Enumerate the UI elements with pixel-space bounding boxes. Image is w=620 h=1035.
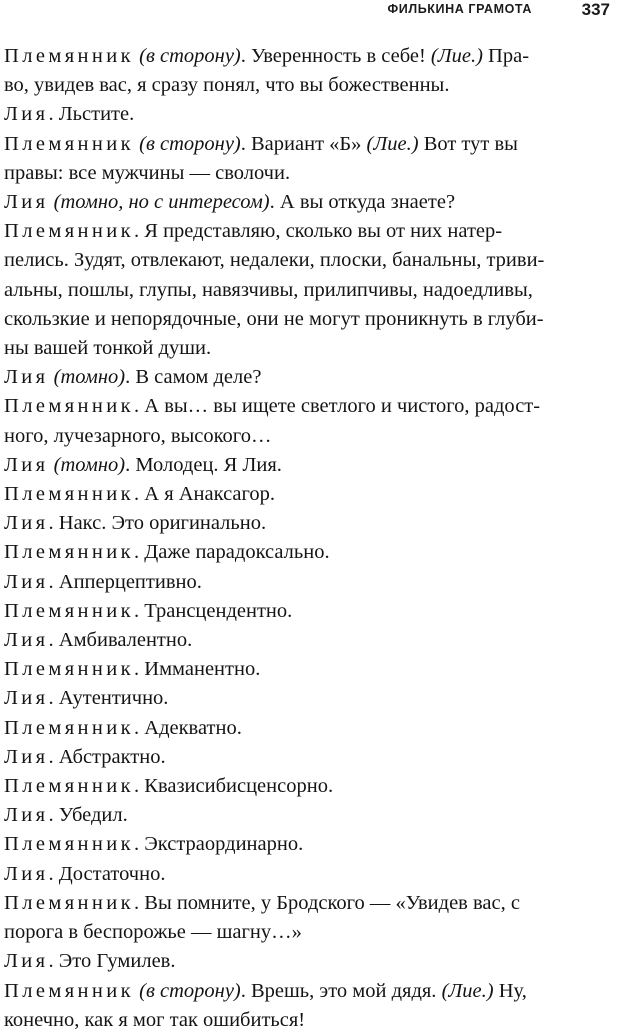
text-line: [4, 480, 552, 509]
line-text: Ну,: [493, 979, 527, 1002]
speaker-name: Племянник: [4, 45, 135, 67]
line-text: . Даже парадоксально.: [134, 541, 330, 564]
line-text: . Уверенность в себе!: [240, 45, 431, 67]
line-text: . А вы… вы ищете светлого и чистого, радост-: [134, 395, 541, 418]
text-line: [4, 451, 552, 480]
text-line: [4, 130, 552, 159]
speaker-name: Племянник: [4, 775, 135, 798]
speaker-name: Лия: [4, 862, 49, 885]
speaker-name: Племянник: [4, 891, 135, 914]
line-text: правы: все мужчины — сволочи.: [4, 161, 291, 184]
text-line: [4, 71, 552, 100]
stage-direction: (томно, но с интересом): [53, 191, 270, 214]
text-line: [4, 830, 552, 859]
text-line: [4, 889, 552, 918]
text-line: [4, 743, 552, 772]
page-header: [0, 0, 620, 22]
text-line: [4, 246, 552, 275]
speaker-name: Племянник: [4, 833, 135, 856]
text-line: [4, 860, 552, 889]
speaker-name: Племянник: [4, 132, 135, 155]
line-text: . Убедил.: [48, 804, 128, 827]
speaker-name: Лия: [4, 687, 49, 710]
line-text: ны вашей тонкой души.: [4, 337, 212, 360]
stage-direction: (томно): [53, 366, 126, 389]
speaker-name: Лия: [4, 191, 49, 214]
text-line: [4, 159, 552, 188]
line-text: . Апперцептивно.: [48, 570, 202, 593]
text-line: [4, 801, 552, 830]
speaker-name: Племянник: [4, 979, 135, 1002]
text-line: [4, 100, 552, 129]
stage-direction: (томно): [53, 453, 126, 476]
stage-direction: (Лие.): [366, 132, 419, 155]
speaker-name: Лия: [4, 629, 49, 652]
speaker-name: Лия: [4, 570, 49, 593]
speaker-name: Лия: [4, 366, 49, 389]
line-text: . Аутентично.: [48, 687, 169, 710]
line-text: . А вы откуда знаете?: [269, 191, 456, 214]
text-line: [4, 509, 552, 538]
text-line: [4, 568, 552, 597]
line-text: . Врешь, это мой дядя.: [240, 979, 442, 1002]
text-line: [4, 42, 552, 71]
text-line: [4, 626, 552, 655]
text-line: [4, 363, 552, 392]
text-line: [4, 772, 552, 801]
line-text: . А я Анаксагор.: [134, 483, 276, 506]
stage-direction: (Лие.): [441, 979, 494, 1002]
text-line: [4, 947, 552, 976]
text-line: [4, 334, 552, 363]
speaker-name: Лия: [4, 950, 49, 973]
stage-direction: (Лие.): [430, 45, 483, 67]
text-line: [4, 422, 552, 451]
text-line: [4, 188, 552, 217]
line-text: во, увидев вас, я сразу понял, что вы божественны.: [4, 74, 450, 97]
text-line: [4, 538, 552, 567]
line-text: . Абстрактно.: [48, 745, 166, 768]
line-text: . Имманентно.: [134, 658, 261, 681]
speaker-name: Лия: [4, 804, 49, 827]
line-text: . Амбивалентно.: [48, 629, 193, 652]
text-line: [4, 714, 552, 743]
text-line: [4, 918, 552, 947]
line-text: . Я представляю, сколько вы от них натер-: [134, 220, 503, 243]
line-text: . Накс. Это оригинально.: [48, 512, 267, 535]
stage-direction: (в сторону): [139, 132, 241, 155]
line-text: . Вариант «Б»: [240, 132, 367, 155]
line-text: . Трансцендентно.: [134, 599, 293, 622]
line-text: . Это Гумилев.: [48, 950, 176, 973]
stage-direction: (в сторону): [139, 979, 241, 1002]
text-line: [4, 655, 552, 684]
speaker-name: Лия: [4, 453, 49, 476]
page-number: 337: [581, 0, 610, 19]
text-line: [4, 392, 552, 421]
text-line: [4, 684, 552, 713]
line-text: . Экстраординарно.: [134, 833, 304, 856]
line-text: скользкие и непорядочные, они не могут проникнуть в глуби-: [4, 307, 544, 330]
line-text: . В самом деле?: [125, 366, 262, 389]
speaker-name: Племянник: [4, 483, 135, 506]
text-line: [4, 305, 552, 334]
line-text: . Вы помните, у Бродского — «Увидев вас, с: [134, 891, 520, 914]
stage-direction: (в сторону): [139, 45, 241, 67]
speaker-name: Племянник: [4, 599, 135, 622]
line-text: конечно, как я мог так ошибиться!: [4, 1008, 306, 1031]
speaker-name: Лия: [4, 103, 49, 126]
text-line: [4, 1006, 552, 1035]
running-title: ФИЛЬКИНА ГРАМОТА: [387, 2, 532, 16]
speaker-name: Лия: [4, 512, 49, 535]
speaker-name: Лия: [4, 745, 49, 768]
line-text: альны, пошлы, глупы, навязчивы, прилипчивы, надоедливы,: [4, 278, 533, 301]
text-line: [4, 977, 552, 1006]
text-line: [4, 597, 552, 626]
line-text: . Достаточно.: [48, 862, 166, 885]
speaker-name: Племянник: [4, 658, 135, 681]
text-line: [4, 276, 552, 305]
line-text: . Льстите.: [48, 103, 135, 126]
line-text: . Квазисибисценсорно.: [134, 775, 334, 798]
speaker-name: Племянник: [4, 541, 135, 564]
line-text: . Молодец. Я Лия.: [125, 453, 282, 476]
line-text: пелись. Зудят, отвлекают, недалеки, плоски, банальны, триви-: [4, 249, 545, 272]
line-text: Пра-: [482, 45, 530, 67]
text-line: [4, 217, 552, 246]
speaker-name: Племянник: [4, 716, 135, 739]
speaker-name: Племянник: [4, 395, 135, 418]
line-text: Вот тут вы: [418, 132, 518, 155]
line-text: порога в беспорожье — шагну…»: [4, 921, 302, 944]
speaker-name: Племянник: [4, 220, 135, 243]
play-dialogue-text: [4, 42, 552, 1035]
line-text: ного, лучезарного, высокого…: [4, 424, 272, 447]
line-text: . Адекватно.: [134, 716, 242, 739]
